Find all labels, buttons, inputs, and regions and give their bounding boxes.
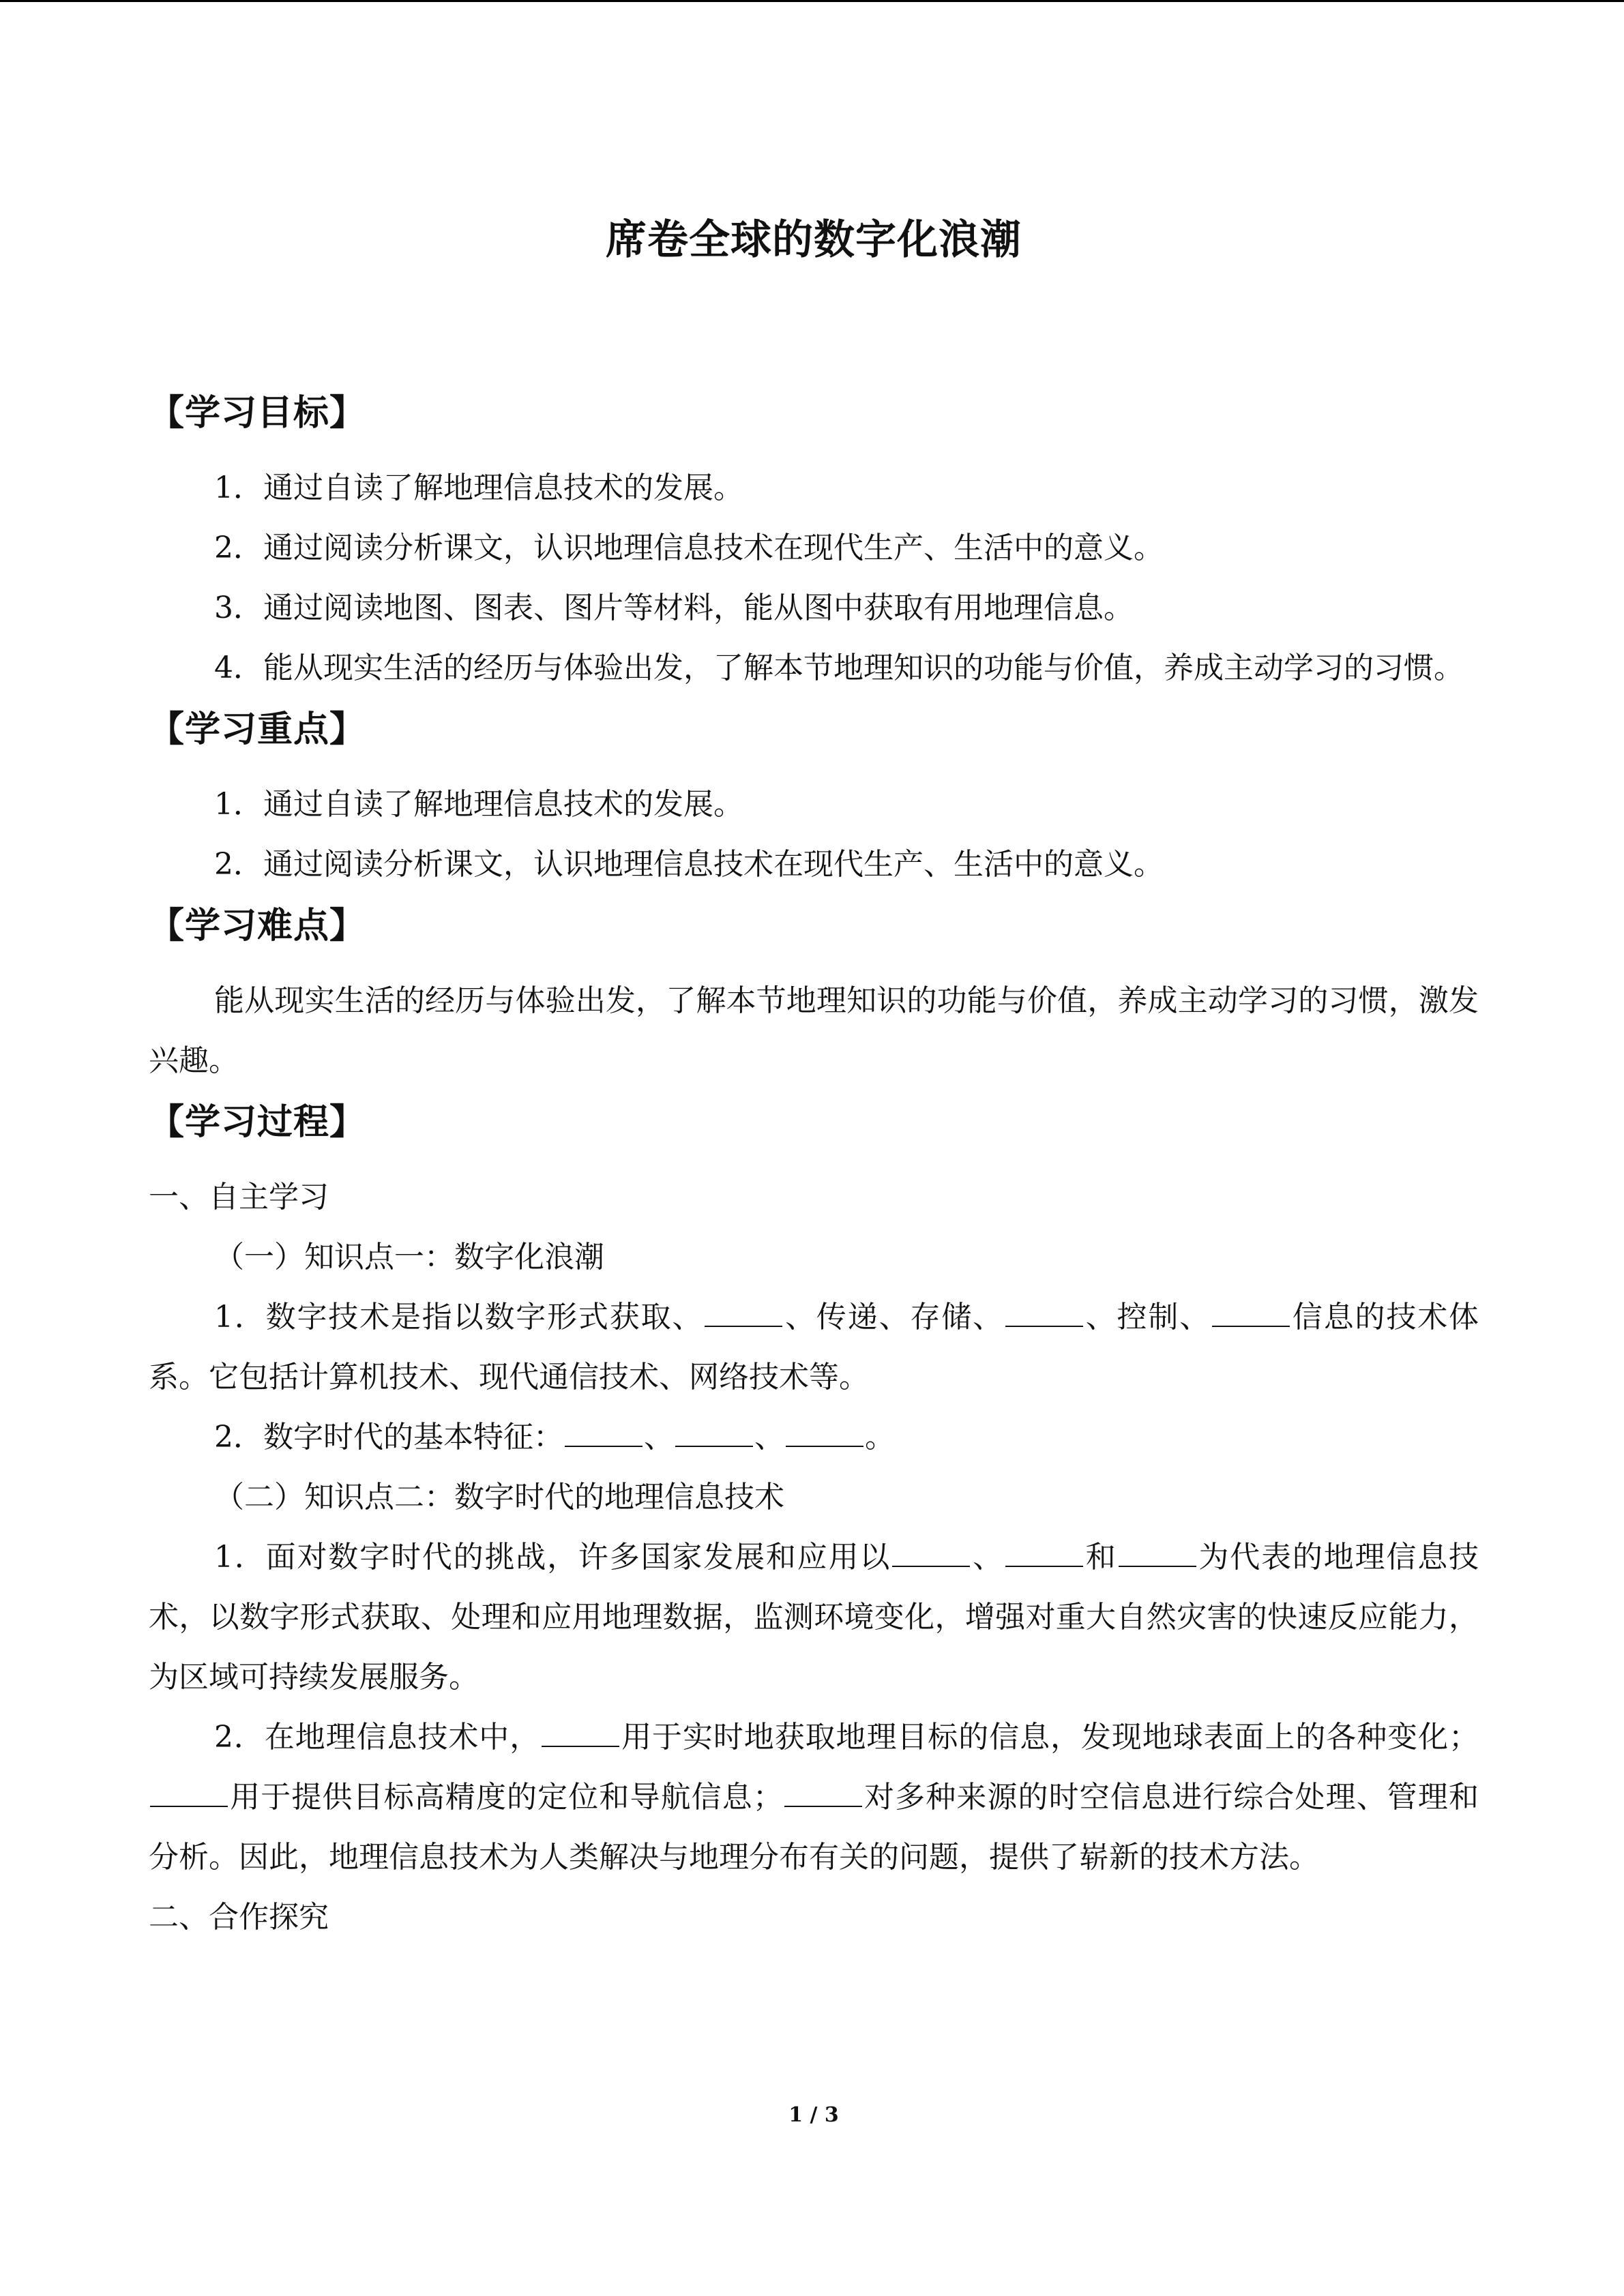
fill-blank[interactable] [565, 1445, 643, 1447]
document-body [149, 382, 1479, 1948]
objective-item-4: 4．能从现实生活的经历与体验出发，了解本节地理知识的功能与价值，养成主动学习的习惯。 [214, 651, 1464, 685]
kp1-q2-text-3: 、 [754, 1420, 784, 1455]
kp2-q1-text-4: 为代表的地理信息技术，以数字形式获取、处理和应用地理数据，监测环境变化，增强对重大自然灾害的快速反应能力，为区域可持续发展服务。 [149, 1540, 1479, 1695]
kp2-q1-text-2: 、 [971, 1540, 1004, 1575]
kp2-q1-text-1: 1．面对数字时代的挑战，许多国家发展和应用以 [214, 1540, 891, 1575]
kp2-q2-text-4: 对多种来源的时空信息进行综合处理、管理和分析。因此，地理信息技术为人类解决与地理分布有关的问题，提供了崭新的技术方法。 [149, 1780, 1479, 1875]
key-point-item-2: 2．通过阅读分析课文，认识地理信息技术在现代生产、生活中的意义。 [214, 847, 1164, 882]
document-title: 席卷全球的数字化浪潮 [606, 216, 1022, 264]
difficulty-text: 能从现实生活的经历与体验出发，了解本节地理知识的功能与价值，养成主动学习的习惯，激发兴趣。 [149, 983, 1479, 1078]
kp2-q1-text-3: 和 [1084, 1540, 1117, 1575]
section-heading-process: 【学习过程】 [149, 1102, 366, 1143]
kp2-question-1 [149, 1527, 1479, 1708]
fill-blank[interactable] [1005, 1565, 1083, 1567]
kp1-question-1 [149, 1287, 1479, 1407]
section-heading-key-points: 【学习重点】 [149, 709, 366, 750]
kp1-q1-text-3: 、控制、 [1084, 1300, 1211, 1335]
fill-blank[interactable] [705, 1325, 782, 1327]
key-point-item-1: 1．通过自读了解地理信息技术的发展。 [214, 787, 743, 822]
kp2-q2-text-3: 用于提供目标高精度的定位和导航信息； [229, 1780, 783, 1815]
part1-title: 一、自主学习 [149, 1180, 329, 1214]
kp1-q1-text-4: 信息的技术体系。它包括计算机技术、现代通信技术、网络技术等。 [149, 1300, 1479, 1395]
fill-blank[interactable] [1212, 1325, 1290, 1327]
objective-item-2: 2．通过阅读分析课文，认识地理信息技术在现代生产、生活中的意义。 [214, 531, 1164, 565]
kp2-q2-text-2: 用于实时地获取地理目标的信息，发现地球表面上的各种变化； [621, 1720, 1479, 1755]
document-page [149, 0, 1479, 2296]
fill-blank[interactable] [786, 1445, 863, 1447]
fill-blank[interactable] [150, 1805, 228, 1807]
knowledge-point-1-title: （一）知识点一：数字化浪潮 [214, 1240, 604, 1274]
part2-title: 二、合作探究 [149, 1900, 329, 1935]
kp2-question-2 [149, 1708, 1479, 1888]
fill-blank[interactable] [542, 1745, 619, 1747]
fill-blank[interactable] [892, 1565, 970, 1567]
section-heading-difficulties: 【学习难点】 [149, 906, 366, 946]
fill-blank[interactable] [1005, 1325, 1083, 1327]
kp1-q2-text-1: 2．数字时代的基本特征： [214, 1420, 563, 1455]
fill-blank[interactable] [1119, 1565, 1196, 1567]
knowledge-point-2-title: （二）知识点二：数字时代的地理信息技术 [214, 1480, 784, 1515]
objective-item-3: 3．通过阅读地图、图表、图片等材料，能从图中获取有用地理信息。 [214, 591, 1134, 625]
kp1-q2-text-4: 。 [865, 1420, 895, 1455]
fill-blank[interactable] [784, 1805, 862, 1807]
kp1-q1-text-1: 1．数字技术是指以数字形式获取、 [214, 1300, 704, 1335]
kp1-q2-text-2: 、 [644, 1420, 674, 1455]
page-number: 1 / 3 [788, 2103, 839, 2127]
kp1-question-2 [149, 1407, 1479, 1467]
fill-blank[interactable] [675, 1445, 753, 1447]
kp2-q2-text-1: 2．在地理信息技术中， [214, 1720, 541, 1755]
section-heading-objectives: 【学习目标】 [149, 393, 366, 434]
kp1-q1-text-2: 、传递、存储、 [784, 1300, 1004, 1335]
objective-item-1: 1．通过自读了解地理信息技术的发展。 [214, 471, 743, 505]
